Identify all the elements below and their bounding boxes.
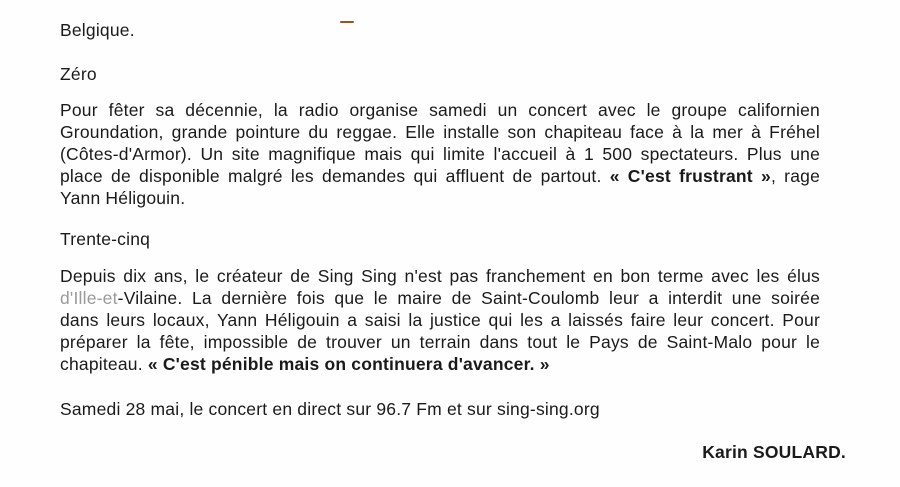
paragraph-line: Yann Héligouin. [60,188,186,208]
paragraph-line-text: place de disponible malgré les demandes qui affluent de partout. [60,166,602,186]
country-label: Belgique. [60,20,135,40]
paragraph-line: dans leurs locaux, Yann Héligouin a saisi la justice qui les a laissés faire leur concert. Pour [60,310,820,330]
section-heading-zero: Zéro [60,64,97,84]
region-name-faded: d'Ille-et [60,288,118,308]
broadcast-info: Samedi 28 mai, le concert en direct sur 96.7 Fm et sur sing-sing.org [60,399,600,419]
paragraph-line: Groundation, grande pointure du reggae. Elle installe son chapiteau face à la mer à Fréhel [60,122,820,142]
paragraph-line: (Côtes-d'Armor). Un site magnifique mais qui limite l'accueil à 1 500 spectateurs. Plus une [60,144,820,164]
paragraph-line: Depuis dix ans, le créateur de Sing Sing n'est pas franchement en bon terme avec les élus [60,266,820,286]
region-name-rest: -Vilaine. [117,288,183,308]
paragraph-line: Pour fêter sa décennie, la radio organise samedi un concert avec le groupe californien [60,100,820,120]
author-signature: Karin SOULARD. [702,442,846,462]
paragraph-line-text: La dernière fois que le maire de Saint-Coulomb leur a interdit une soirée [191,288,820,308]
pen-mark [340,21,354,23]
paragraph-line [60,165,820,187]
paragraph-line-text: chapiteau. [60,354,143,374]
quote-penible: « C'est pénible mais on continuera d'avancer. » [147,354,550,374]
paragraph-line: préparer la fête, impossible de trouver un terrain dans tout le Pays de Saint-Malo pour le [60,332,820,352]
section-heading-trente-cinq: Trente-cinq [60,229,151,249]
paragraph-zero [60,99,820,209]
paragraph-line [60,287,820,309]
quote-attribution: , rage [770,166,820,186]
paragraph-line [60,353,820,375]
paragraph-trente-cinq [60,265,820,375]
quote-frustrant: « C'est frustrant » [609,166,771,186]
